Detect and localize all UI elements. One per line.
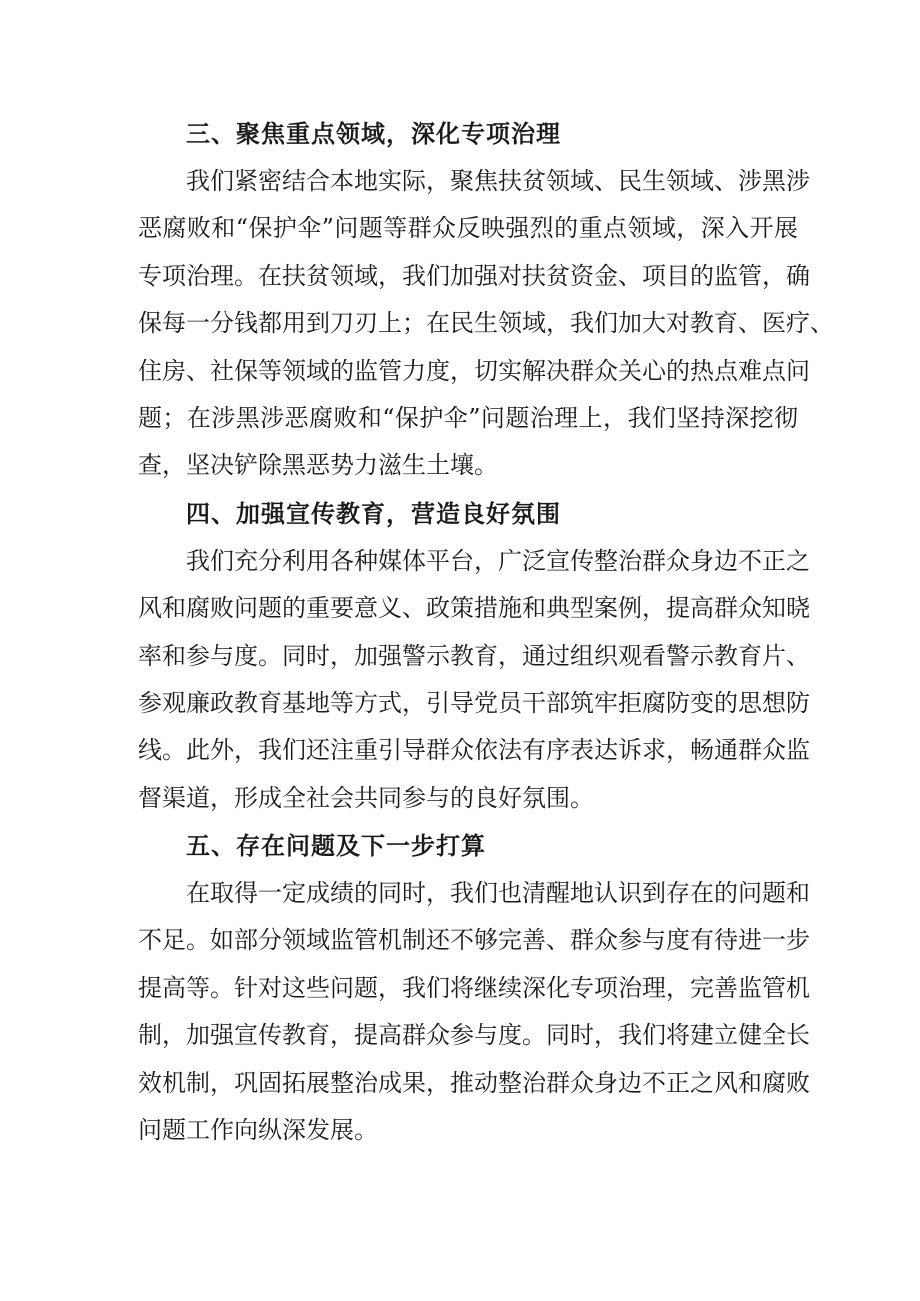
paragraph-line: 我们紧密结合本地实际，聚焦扶贫领域、民生领域、涉黑涉 — [186, 167, 810, 195]
section-paragraph-3 — [138, 158, 834, 490]
section-paragraph-5 — [138, 870, 810, 1154]
paragraph-line: 参观廉政教育基地等方式，引导党员干部筑牢拒腐防变的思想防 — [138, 688, 810, 717]
paragraph-line: 风和腐败问题的重要意义、政策措施和典型案例，提高群众知晓 — [138, 594, 810, 623]
paragraph-line: 率和参与度。同时，加强警示教育，通过组织观看警示教育片、 — [138, 641, 810, 670]
paragraph-line: 线。此外，我们还注重引导群众依法有序表达诉求，畅通群众监 — [138, 736, 810, 765]
section-heading-4: 四、加强宣传教育，营造良好氛围 — [186, 499, 561, 528]
paragraph-line: 专项治理。在扶贫领域，我们加强对扶贫资金、项目的监管，确 — [138, 261, 810, 290]
paragraph-line: 保每一分钱都用到刀刃上；在民生领域，我们加大对教育、医疗、 — [138, 309, 834, 338]
paragraph-line: 住房、社保等领域的监管力度，切实解决群众关心的热点难点问 — [138, 356, 810, 385]
paragraph-line: 提高等。针对这些问题，我们将继续深化专项治理，完善监管机 — [138, 973, 810, 1002]
paragraph-line: 制，加强宣传教育，提高群众参与度。同时，我们将建立健全长 — [138, 1021, 810, 1050]
paragraph-line: 问题工作向纵深发展。 — [138, 1116, 378, 1145]
section-heading-3: 三、聚焦重点领域，深化专项治理 — [186, 120, 561, 148]
paragraph-line: 效机制，巩固拓展整治成果，推动整治群众身边不正之风和腐败 — [138, 1068, 810, 1097]
paragraph-line: 我们充分利用各种媒体平台，广泛宣传整治群众身边不正之 — [186, 546, 810, 575]
paragraph-line: 在取得一定成绩的同时，我们也清醒地认识到存在的问题和 — [186, 879, 810, 908]
section-paragraph-4 — [138, 538, 810, 822]
paragraph-line: 不足。如部分领域监管机制还不够完善、群众参与度有待进一步 — [138, 926, 810, 955]
paragraph-line: 题；在涉黑涉恶腐败和“保护伞”问题治理上，我们坚持深挖彻 — [138, 403, 798, 432]
document-body — [138, 110, 834, 1154]
paragraph-line: 恶腐败和“保护伞”问题等群众反映强烈的重点领域，深入开展 — [138, 214, 798, 243]
section-heading-5: 五、存在问题及下一步打算 — [186, 832, 486, 861]
paragraph-line: 督渠道，形成全社会共同参与的良好氛围。 — [138, 783, 594, 812]
paragraph-line: 查，坚决铲除黑恶势力滋生土壤。 — [138, 451, 498, 480]
